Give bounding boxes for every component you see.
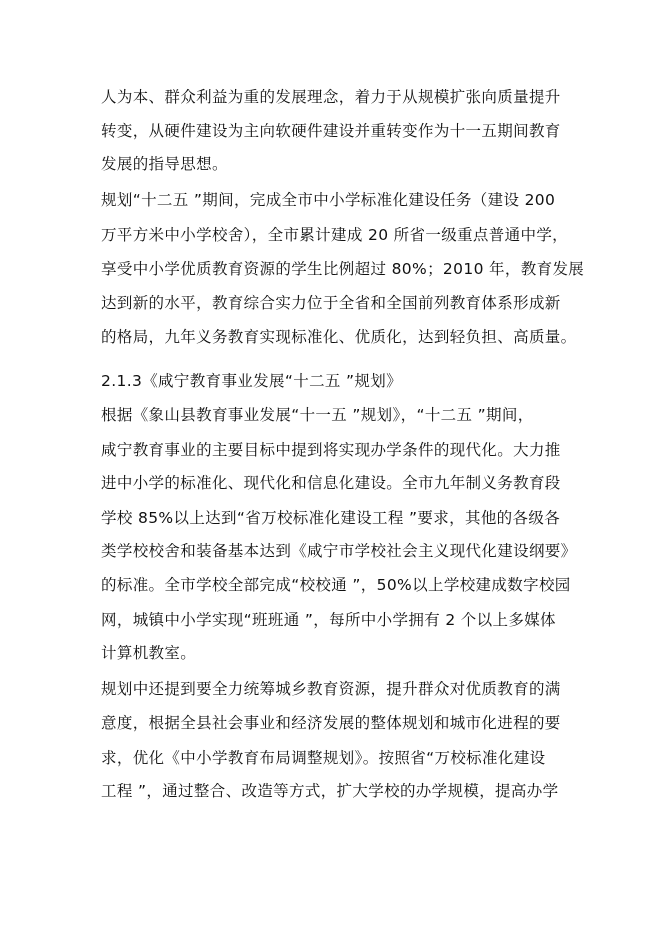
body-text-line: 咸宁教育事业的主要目标中提到将实现办学条件的现代化。大力推 <box>101 441 561 459</box>
body-text-line: 根据《象山县教育事业发展“十一五 ”规划》，“十二五 ”期间， <box>101 406 534 424</box>
body-text-line: 计算机教室。 <box>101 644 197 662</box>
section-heading: 2.1.3《咸宁教育事业发展“十二五 ”规划》 <box>101 372 402 390</box>
body-text-line: 工程 ”，通过整合、改造等方式，扩大学校的办学规模，提高办学 <box>101 782 559 800</box>
body-text-line: 规划“十二五 ”期间，完成全市中小学标准化建设任务（建设 200 <box>101 191 556 209</box>
body-text-line: 类学校校舍和装备基本达到《咸宁市学校社会主义现代化建设纲要》 <box>101 542 577 560</box>
body-text-line: 求，优化《中小学教育布局调整规划》。按照省“万校标准化建设 <box>101 749 546 767</box>
body-text-line: 发展的指导思想。 <box>101 155 228 173</box>
body-text-line: 学校 85%以上达到“省万校标准化建设工程 ”要求，其他的各级各 <box>101 509 561 527</box>
body-text-line: 人为本、群众利益为重的发展理念，着力于从规模扩张向质量提升 <box>101 88 561 106</box>
body-text-line: 的标准。全市学校全部完成“校校通 ”，50%以上学校建成数字校园 <box>101 576 571 594</box>
body-text-line: 达到新的水平，教育综合实力位于全省和全国前列教育体系形成新 <box>101 294 561 312</box>
body-text-line: 规划中还提到要全力统筹城乡教育资源，提升群众对优质教育的满 <box>101 680 561 698</box>
body-text-line: 进中小学的标准化、现代化和信息化建设。全市九年制义务教育段 <box>101 474 561 492</box>
body-text-line: 享受中小学优质教育资源的学生比例超过 80%；2010 年，教育发展 <box>101 260 585 278</box>
body-text-line: 意度，根据全县社会事业和经济发展的整体规划和城市化进程的要 <box>101 714 561 732</box>
body-text-line: 转变，从硬件建设为主向软硬件建设并重转变作为十一五期间教育 <box>101 122 561 140</box>
body-text-line: 网，城镇中小学实现“班班通 ”，每所中小学拥有 2 个以上多媒体 <box>101 611 556 629</box>
body-text-line: 的格局，九年义务教育实现标准化、优质化，达到轻负担、高质量。 <box>101 328 577 346</box>
body-text-line: 万平方米中小学校舍），全市累计建成 20 所省一级重点普通中学， <box>101 226 569 244</box>
